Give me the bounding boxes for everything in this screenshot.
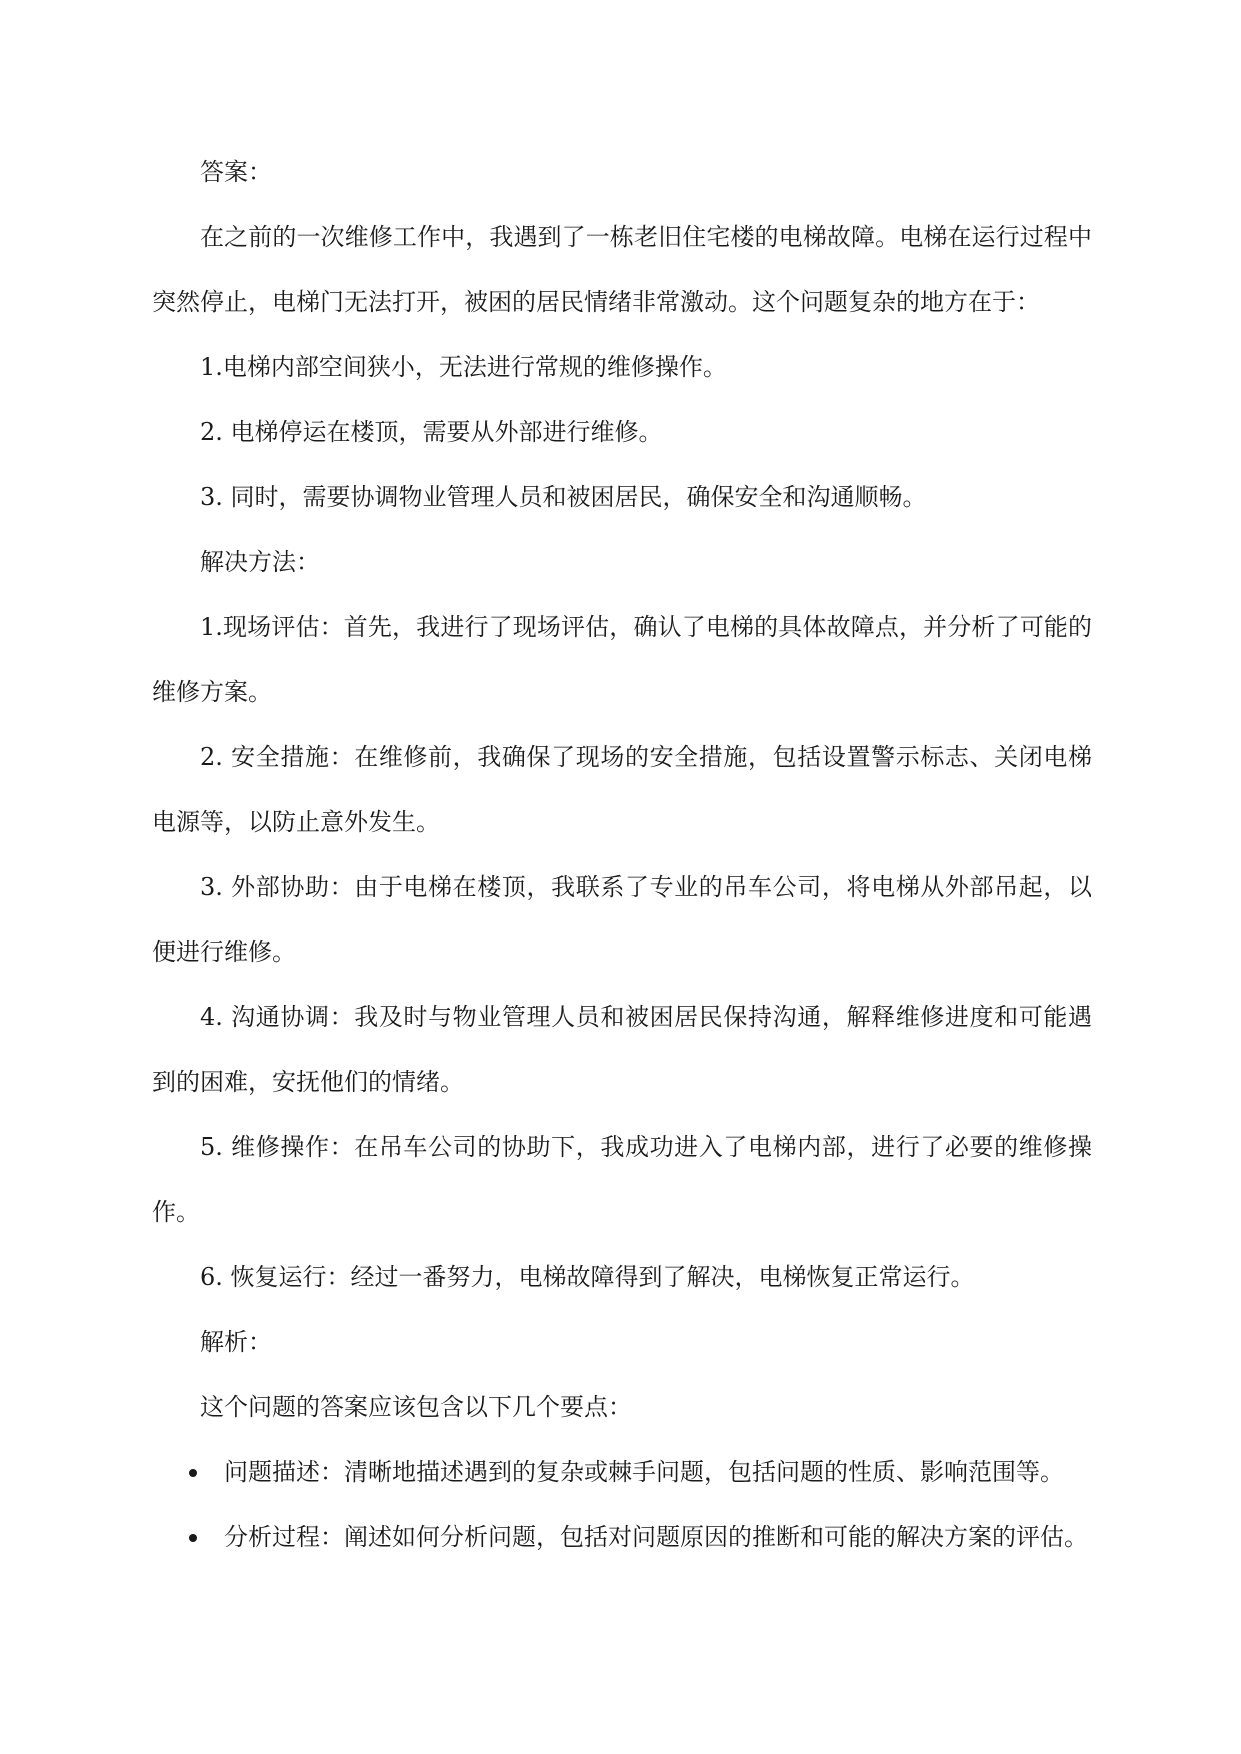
problem-description-paragraph: 在之前的一次维修工作中，我遇到了一栋老旧住宅楼的电梯故障。电梯在运行过程中突然停止，电梯门无法打开，被困的居民情绪非常激动。这个问题复杂的地方在于： bbox=[152, 223, 1092, 316]
analysis-intro: 这个问题的答案应该包含以下几个要点： bbox=[200, 1393, 632, 1421]
answer-heading: 答案： bbox=[200, 158, 272, 186]
solution-step-6: 6. 恢复运行：经过一番努力，电梯故障得到了解决，电梯恢复正常运行。 bbox=[200, 1263, 975, 1291]
solution-heading: 解决方法： bbox=[200, 548, 320, 576]
problem-point-1: 1.电梯内部空间狭小，无法进行常规的维修操作。 bbox=[200, 353, 727, 381]
document-body bbox=[152, 140, 1092, 1570]
list-item bbox=[152, 1440, 1092, 1505]
solution-step-4: 4. 沟通协调：我及时与物业管理人员和被困居民保持沟通，解释维修进度和可能遇到的困难，安抚他们的情绪。 bbox=[152, 1003, 1092, 1096]
list-item-text: 分析过程：阐述如何分析问题，包括对问题原因的推断和可能的解决方案的评估。 bbox=[224, 1523, 1088, 1551]
solution-step-3: 3. 外部协助：由于电梯在楼顶，我联系了专业的吊车公司，将电梯从外部吊起，以便进行维修。 bbox=[152, 873, 1092, 966]
solution-step-2: 2. 安全措施：在维修前，我确保了现场的安全措施，包括设置警示标志、关闭电梯电源等，以防止意外发生。 bbox=[152, 743, 1092, 836]
solution-step-5: 5. 维修操作：在吊车公司的协助下，我成功进入了电梯内部，进行了必要的维修操作。 bbox=[152, 1133, 1092, 1226]
bullet-icon bbox=[189, 1534, 197, 1542]
bullet-icon bbox=[189, 1469, 197, 1477]
list-item-text: 问题描述：清晰地描述遇到的复杂或棘手问题，包括问题的性质、影响范围等。 bbox=[224, 1458, 1064, 1486]
problem-point-3: 3. 同时，需要协调物业管理人员和被困居民，确保安全和沟通顺畅。 bbox=[200, 483, 927, 511]
analysis-heading: 解析： bbox=[200, 1328, 272, 1356]
key-points-list bbox=[152, 1440, 1092, 1570]
problem-point-2: 2. 电梯停运在楼顶，需要从外部进行维修。 bbox=[200, 418, 663, 446]
list-item bbox=[152, 1505, 1092, 1570]
solution-step-1: 1.现场评估：首先，我进行了现场评估，确认了电梯的具体故障点，并分析了可能的维修方案。 bbox=[152, 613, 1092, 706]
